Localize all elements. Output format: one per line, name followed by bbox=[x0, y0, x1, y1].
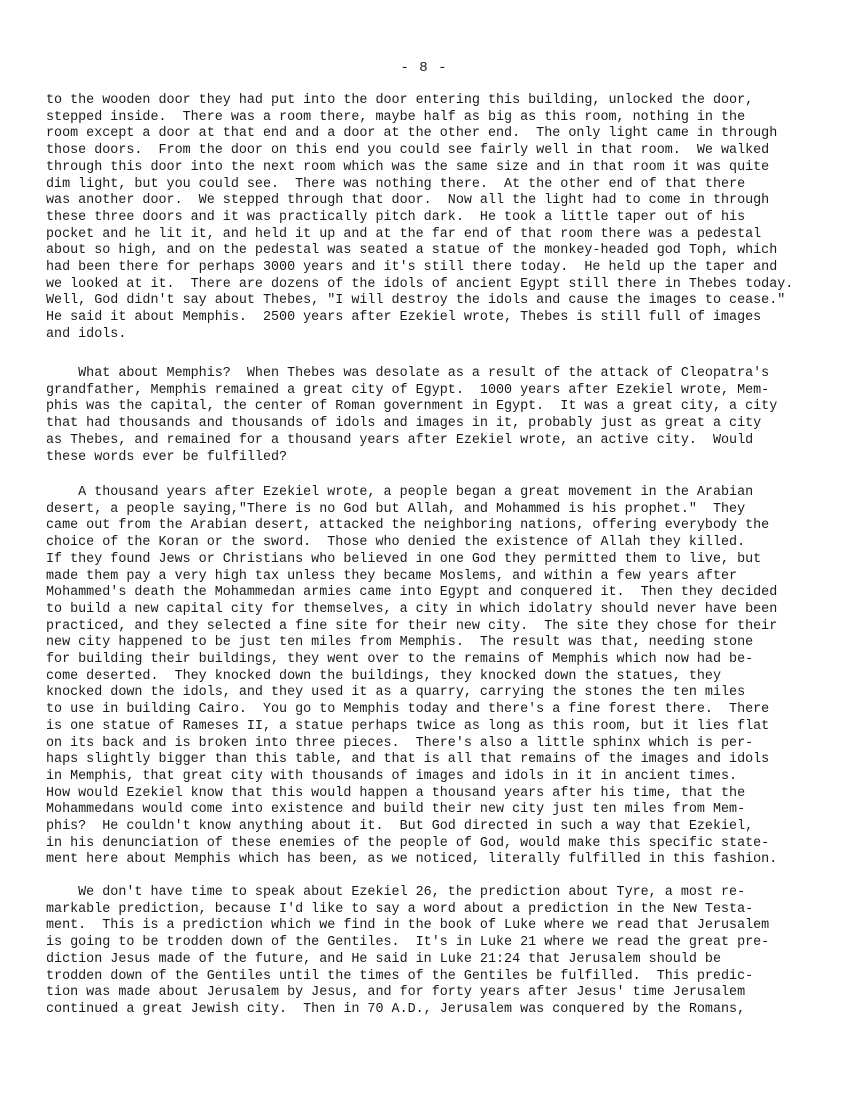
text-line: markable prediction, because I'd like to say a word about a prediction in the New Testa- bbox=[46, 901, 754, 917]
paragraph-4 bbox=[46, 885, 812, 1019]
text-line: was another door. We stepped through that door. Now all the light had to come in through bbox=[46, 193, 770, 209]
text-line: room except a door at that end and a door at the other end. The only light came in through bbox=[46, 126, 778, 142]
text-line: come deserted. They knocked down the buildings, they knocked down the statues, they bbox=[46, 668, 721, 684]
text-line: as Thebes, and remained for a thousand years after Ezekiel wrote, an active city. Would bbox=[46, 432, 754, 448]
text-line: dim light, but you could see. There was nothing there. At the other end of that there bbox=[46, 176, 746, 192]
text-line: A thousand years after Ezekiel wrote, a people began a great movement in the Arabian bbox=[46, 485, 754, 500]
text-line: Well, God didn't say about Thebes, "I will destroy the idols and cause the images to cease." bbox=[46, 293, 786, 309]
text-line: continued a great Jewish city. Then in 70 A.D., Jerusalem was conquered by the Romans, bbox=[46, 1001, 746, 1017]
text-line: we looked at it. There are dozens of the idols of ancient Egypt still there in Thebes today. bbox=[46, 276, 794, 292]
text-line: to use in building Cairo. You go to Memphis today and there's a fine forest there. There bbox=[46, 702, 770, 718]
text-line: these three doors and it was practically pitch dark. He took a little taper out of his bbox=[46, 209, 746, 225]
text-line: phis? He couldn't know anything about it. But God directed in such a way that Ezekiel, bbox=[46, 819, 754, 835]
paragraph-1 bbox=[46, 93, 812, 344]
text-line: to build a new capital city for themselves, a city in which idolatry should never have been bbox=[46, 601, 778, 617]
text-line: in his denunciation of these enemies of the people of God, would make this specific state- bbox=[46, 835, 770, 851]
text-line: desert, a people saying,"There is no God but Allah, and Mohammed is his prophet." They bbox=[46, 501, 746, 517]
text-line: in Memphis, that great city with thousands of images and idols in it in ancient times. bbox=[46, 768, 738, 784]
text-line: diction Jesus made of the future, and He said in Luke 21:24 that Jerusalem should be bbox=[46, 951, 721, 967]
text-line: is going to be trodden down of the Gentiles. It's in Luke 21 where we read the great pre- bbox=[46, 935, 770, 951]
text-line: came out from the Arabian desert, attacked the neighboring nations, offering everybody the bbox=[46, 518, 770, 534]
paragraph-3 bbox=[46, 485, 812, 869]
text-line: made them pay a very high tax unless they became Moslems, and within a few years after bbox=[46, 568, 738, 584]
text-line: We don't have time to speak about Ezekiel 26, the prediction about Tyre, a most re- bbox=[46, 885, 746, 900]
text-line: Mohammed's death the Mohammedan armies came into Egypt and conquered it. Then they decided bbox=[46, 585, 778, 601]
text-line: on its back and is broken into three pieces. There's also a little sphinx which is per- bbox=[46, 735, 754, 751]
text-line: ment here about Memphis which has been, as we noticed, literally fulfilled in this fashion. bbox=[46, 852, 778, 868]
text-line: that had thousands and thousands of idols and images in it, probably just as great a city bbox=[46, 416, 762, 432]
text-line: haps slightly bigger than this table, and that is all that remains of the images and idols bbox=[46, 752, 770, 768]
text-line: about so high, and on the pedestal was seated a statue of the monkey-headed god Toph, which bbox=[46, 243, 778, 259]
text-line: is one statue of Rameses II, a statue perhaps twice as long as this room, but it lies flat bbox=[46, 718, 770, 734]
text-line: ment. This is a prediction which we find in the book of Luke where we read that Jerusalem bbox=[46, 918, 770, 934]
text-line: Mohammedans would come into existence and build their new city just ten miles from Mem- bbox=[46, 802, 746, 818]
text-line: had been there for perhaps 3000 years and it's still there today. He held up the taper and bbox=[46, 260, 778, 276]
text-line: trodden down of the Gentiles until the times of the Gentiles be fulfilled. This predic- bbox=[46, 968, 754, 984]
text-line: and idols. bbox=[46, 326, 127, 342]
text-line: phis was the capital, the center of Roman government in Egypt. It was a great city, a city bbox=[46, 399, 778, 415]
text-line: through this door into the next room which was the same size and in that room it was quite bbox=[46, 159, 770, 175]
text-line: these words ever be fulfilled? bbox=[46, 449, 288, 465]
text-line: He said it about Memphis. 2500 years after Ezekiel wrote, Thebes is still full of images bbox=[46, 310, 762, 326]
text-line: practiced, and they selected a fine site for their new city. The site they chose for their bbox=[46, 618, 778, 634]
text-line: pocket and he lit it, and held it up and at the far end of that room there was a pedestal bbox=[46, 226, 762, 242]
text-line: knocked down the idols, and they used it as a quarry, carrying the stones the ten miles bbox=[46, 685, 746, 701]
text-line: stepped inside. There was a room there, maybe half as big as this room, nothing in the bbox=[46, 109, 746, 125]
text-line: grandfather, Memphis remained a great city of Egypt. 1000 years after Ezekiel wrote, Mem- bbox=[46, 382, 770, 398]
text-line: tion was made about Jerusalem by Jesus, and for forty years after Jesus' time Jerusalem bbox=[46, 985, 746, 1001]
text-line: those doors. From the door on this end you could see fairly well in that room. We walked bbox=[46, 143, 770, 159]
text-line: What about Memphis? When Thebes was desolate as a result of the attack of Cleopatra's bbox=[46, 366, 770, 381]
text-line: If they found Jews or Christians who believed in one God they permitted them to live, but bbox=[46, 551, 762, 567]
text-line: How would Ezekiel know that this would happen a thousand years after his time, that the bbox=[46, 785, 746, 801]
paragraph-2 bbox=[46, 366, 812, 466]
text-line: for building their buildings, they went over to the remains of Memphis which now had be- bbox=[46, 652, 754, 668]
text-line: new city happened to be just ten miles from Memphis. The result was that, needing stone bbox=[46, 635, 754, 651]
text-line: to the wooden door they had put into the door entering this building, unlocked the door, bbox=[46, 93, 754, 108]
page-number: - 8 - bbox=[400, 60, 448, 76]
text-line: choice of the Koran or the sword. Those who denied the existence of Allah they killed. bbox=[46, 535, 746, 551]
